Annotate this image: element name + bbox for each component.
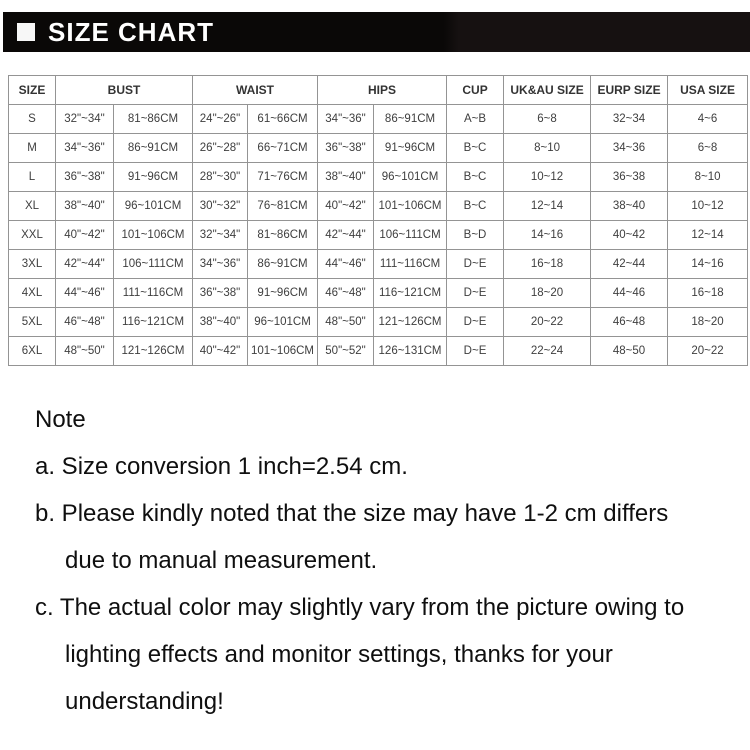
size-cell: XXL (9, 221, 56, 250)
data-cell: 8~10 (504, 134, 591, 163)
data-cell: 22~24 (504, 337, 591, 366)
data-cell: 40"~42" (193, 337, 248, 366)
table-row (9, 105, 748, 134)
column-header: WAIST (193, 76, 318, 105)
data-cell: 81~86CM (114, 105, 193, 134)
data-cell: 6~8 (504, 105, 591, 134)
data-cell: 24"~26" (193, 105, 248, 134)
column-header: UK&AU SIZE (504, 76, 591, 105)
page-title: SIZE CHART (48, 16, 214, 47)
data-cell: 12~14 (504, 192, 591, 221)
data-cell: 16~18 (668, 279, 748, 308)
note-item: a. Size conversion 1 inch=2.54 cm. (35, 453, 408, 480)
data-cell: 40"~42" (318, 192, 374, 221)
column-header: HIPS (318, 76, 447, 105)
data-cell: 38~40 (591, 192, 668, 221)
column-header: SIZE (9, 76, 56, 105)
table-row (9, 250, 748, 279)
data-cell: 101~106CM (114, 221, 193, 250)
data-cell: 86~91CM (374, 105, 447, 134)
table-row (9, 308, 748, 337)
size-cell: M (9, 134, 56, 163)
data-cell: 40"~42" (56, 221, 114, 250)
data-cell: 48"~50" (56, 337, 114, 366)
data-cell: 48~50 (591, 337, 668, 366)
data-cell: 12~14 (668, 221, 748, 250)
data-cell: 6~8 (668, 134, 748, 163)
data-cell: 4~6 (668, 105, 748, 134)
size-cell: 6XL (9, 337, 56, 366)
table-row (9, 192, 748, 221)
data-cell: 34~36 (591, 134, 668, 163)
data-cell: B~C (447, 163, 504, 192)
table-body (9, 105, 748, 366)
note-item-continuation: due to manual measurement. (65, 547, 378, 574)
data-cell: 86~91CM (114, 134, 193, 163)
square-bullet-icon (17, 23, 35, 41)
data-cell: 34"~36" (56, 134, 114, 163)
data-cell: 111~116CM (374, 250, 447, 279)
data-cell: 14~16 (504, 221, 591, 250)
data-cell: 26"~28" (193, 134, 248, 163)
data-cell: 101~106CM (248, 337, 318, 366)
size-cell: L (9, 163, 56, 192)
data-cell: 96~101CM (248, 308, 318, 337)
data-cell: 111~116CM (114, 279, 193, 308)
data-cell: 38"~40" (193, 308, 248, 337)
data-cell: 116~121CM (114, 308, 193, 337)
notes-list (35, 443, 750, 725)
data-cell: 96~101CM (374, 163, 447, 192)
data-cell: 91~96CM (374, 134, 447, 163)
data-cell: 34"~36" (318, 105, 374, 134)
size-chart-banner (3, 12, 750, 52)
data-cell: 32"~34" (56, 105, 114, 134)
table-row (9, 221, 748, 250)
data-cell: D~E (447, 279, 504, 308)
data-cell: 20~22 (504, 308, 591, 337)
data-cell: B~C (447, 192, 504, 221)
data-cell: B~D (447, 221, 504, 250)
data-cell: 91~96CM (114, 163, 193, 192)
data-cell: D~E (447, 308, 504, 337)
data-cell: 10~12 (504, 163, 591, 192)
data-cell: 40~42 (591, 221, 668, 250)
data-cell: 46~48 (591, 308, 668, 337)
size-cell: S (9, 105, 56, 134)
header-row (9, 76, 748, 105)
data-cell: A~B (447, 105, 504, 134)
size-cell: XL (9, 192, 56, 221)
data-cell: D~E (447, 337, 504, 366)
column-header: USA SIZE (668, 76, 748, 105)
data-cell: 44~46 (591, 279, 668, 308)
data-cell: 36"~38" (193, 279, 248, 308)
size-cell: 5XL (9, 308, 56, 337)
data-cell: 18~20 (504, 279, 591, 308)
note-item: c. The actual color may slightly vary from the picture owing to (35, 594, 685, 621)
data-cell: 76~81CM (248, 192, 318, 221)
table-row (9, 134, 748, 163)
table-row (9, 337, 748, 366)
size-chart-table (8, 75, 748, 366)
data-cell: 20~22 (668, 337, 748, 366)
data-cell: 34"~36" (193, 250, 248, 279)
data-cell: 81~86CM (248, 221, 318, 250)
data-cell: 42"~44" (318, 221, 374, 250)
data-cell: 38"~40" (318, 163, 374, 192)
size-cell: 3XL (9, 250, 56, 279)
data-cell: 50"~52" (318, 337, 374, 366)
data-cell: 32"~34" (193, 221, 248, 250)
data-cell: 28"~30" (193, 163, 248, 192)
data-cell: 36"~38" (56, 163, 114, 192)
data-cell: 46"~48" (318, 279, 374, 308)
notes-title: Note (35, 406, 86, 433)
column-header: BUST (56, 76, 193, 105)
data-cell: 106~111CM (114, 250, 193, 279)
size-cell: 4XL (9, 279, 56, 308)
data-cell: B~C (447, 134, 504, 163)
data-cell: 71~76CM (248, 163, 318, 192)
data-cell: 126~131CM (374, 337, 447, 366)
table-row (9, 163, 748, 192)
data-cell: 38"~40" (56, 192, 114, 221)
note-item: b. Please kindly noted that the size may have 1-2 cm differs (35, 500, 669, 527)
data-cell: 14~16 (668, 250, 748, 279)
note-item-continuation: lighting effects and monitor settings, thanks for your (65, 641, 613, 668)
data-cell: 46"~48" (56, 308, 114, 337)
data-cell: 61~66CM (248, 105, 318, 134)
notes-section (35, 396, 750, 725)
data-cell: 16~18 (504, 250, 591, 279)
data-cell: 48"~50" (318, 308, 374, 337)
table-row (9, 279, 748, 308)
table-header (9, 76, 748, 105)
data-cell: 44"~46" (56, 279, 114, 308)
data-cell: 36"~38" (318, 134, 374, 163)
column-header: EURP SIZE (591, 76, 668, 105)
data-cell: D~E (447, 250, 504, 279)
data-cell: 18~20 (668, 308, 748, 337)
data-cell: 116~121CM (374, 279, 447, 308)
data-cell: 32~34 (591, 105, 668, 134)
data-cell: 36~38 (591, 163, 668, 192)
note-item-continuation: understanding! (65, 688, 224, 715)
data-cell: 42~44 (591, 250, 668, 279)
data-cell: 96~101CM (114, 192, 193, 221)
data-cell: 10~12 (668, 192, 748, 221)
data-cell: 106~111CM (374, 221, 447, 250)
column-header: CUP (447, 76, 504, 105)
data-cell: 66~71CM (248, 134, 318, 163)
data-cell: 42"~44" (56, 250, 114, 279)
data-cell: 121~126CM (374, 308, 447, 337)
data-cell: 91~96CM (248, 279, 318, 308)
data-cell: 121~126CM (114, 337, 193, 366)
data-cell: 30"~32" (193, 192, 248, 221)
data-cell: 44"~46" (318, 250, 374, 279)
data-cell: 86~91CM (248, 250, 318, 279)
data-cell: 101~106CM (374, 192, 447, 221)
data-cell: 8~10 (668, 163, 748, 192)
